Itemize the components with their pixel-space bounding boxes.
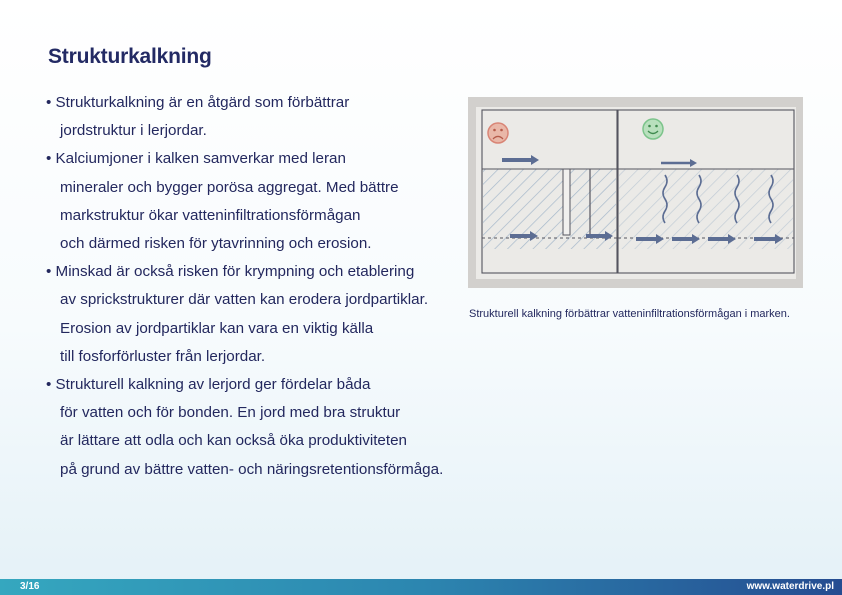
website-link[interactable]: www.waterdrive.pl bbox=[746, 581, 834, 592]
bullet-line: • Strukturell kalkning av lerjord ger fördelar båda bbox=[46, 376, 371, 394]
bullet-line: mineraler och bygger porösa aggregat. Med bättre bbox=[60, 178, 399, 196]
bullet-list bbox=[46, 89, 466, 484]
bullet-line: och därmed risken för ytavrinning och erosion. bbox=[60, 235, 372, 253]
bullet-line: jordstruktur i lerjordar. bbox=[60, 122, 207, 140]
page-title: Strukturkalkning bbox=[48, 45, 212, 68]
bullet-line: Erosion av jordpartiklar kan vara en viktig källa bbox=[60, 319, 374, 337]
bullet-item bbox=[46, 145, 466, 258]
page-number: 3/16 bbox=[20, 581, 40, 592]
footer-bar bbox=[0, 579, 842, 595]
bullet-item bbox=[46, 371, 466, 484]
happy-face-icon bbox=[643, 119, 663, 139]
bullet-item bbox=[46, 89, 466, 145]
bullet-item bbox=[46, 258, 466, 371]
bullet-line: • Kalciumjoner i kalken samverkar med leran bbox=[46, 150, 346, 168]
bullet-line: av sprickstrukturer där vatten kan erodera jordpartiklar. bbox=[60, 291, 429, 309]
sad-face-icon bbox=[488, 123, 508, 143]
left-panel bbox=[482, 110, 617, 273]
bullet-line: är lättare att odla och kan också öka produktiviteten bbox=[60, 432, 407, 450]
bullet-line: till fosforförluster från lerjordar. bbox=[60, 347, 266, 365]
right-panel bbox=[618, 110, 794, 273]
bullet-line: på grund av bättre vatten- och näringsretentionsförmåga. bbox=[60, 460, 444, 478]
bullet-line: markstruktur ökar vatteninfiltrationsförmågan bbox=[60, 206, 361, 224]
bullet-line: • Minskad är också risken för krympning och etablering bbox=[46, 263, 415, 281]
soil-structure-sketch bbox=[468, 97, 803, 288]
bullet-line: • Strukturkalkning är en åtgärd som förbättrar bbox=[46, 94, 350, 111]
figure-caption: Strukturell kalkning förbättrar vatteninfiltrationsförmågan i marken. bbox=[469, 308, 790, 320]
bullet-line: för vatten och för bonden. En jord med bra struktur bbox=[60, 404, 401, 422]
